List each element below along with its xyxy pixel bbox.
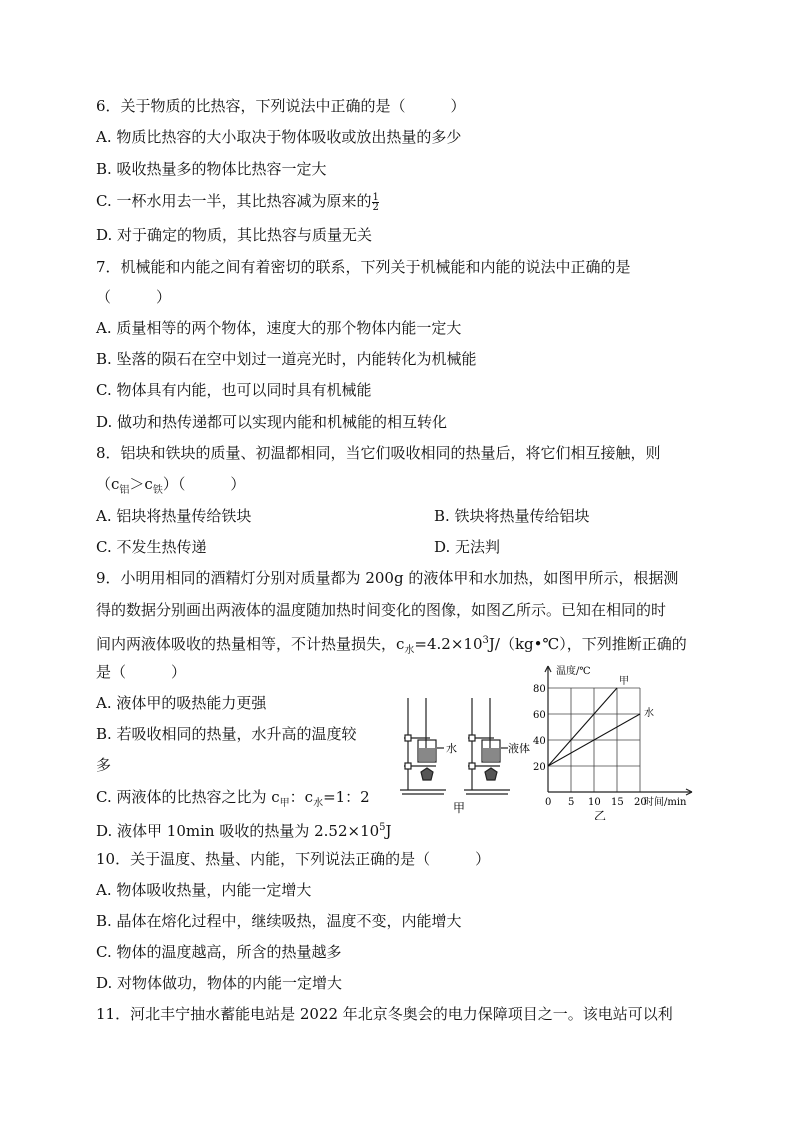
q9-option-a: A. 液体甲的吸热能力更强 (96, 694, 267, 712)
q7-stem: 7．机械能和内能之间有着密切的联系，下列关于机械能和内能的说法中正确的是 (96, 258, 631, 276)
q6-stem: 6．关于物质的比热容，下列说法中正确的是（ ） (96, 97, 466, 115)
q9-option-d: D. 液体甲 10min 吸收的热量为 $2.52\times 10^5J$ (96, 822, 392, 840)
apparatus-figure (396, 690, 530, 816)
chart-x-label: 时间/min (644, 797, 687, 808)
q10-option-b: B. 晶体在熔化过程中，继续吸热，温度不变，内能增大 (96, 912, 462, 930)
y-tick-label: 40 (533, 736, 546, 747)
q6-option-b: B. 吸收热量多的物体比热容一定大 (96, 160, 327, 178)
q7-option-b: B. 坠落的陨石在空中划过一道亮光时，内能转化为机械能 (96, 350, 477, 368)
q9-option-b-cont: 多 (96, 756, 112, 774)
q9-stem-line3: 间内两液体吸收的热量相等，不计热量损失，$c_水=4.2\times 10^3J/(kg•℃)$，下列推断正确的 (96, 635, 687, 656)
series-label: 甲 (619, 676, 629, 687)
q8-option-d: D. 无法判 (434, 538, 501, 556)
q8-condition: $(c_铝>c_铁)$（ ） (96, 475, 246, 496)
x-tick-label: 15 (611, 797, 624, 808)
q9-stem-line1: 9．小明用相同的酒精灯分别对质量都为 200g 的液体甲和水加热，如图甲所示，根据测 (96, 569, 679, 587)
q8-option-b: B. 铁块将热量传给铝块 (434, 507, 590, 525)
q6-option-c-text: C. 一杯水用去一半，其比热容减为原来的 (96, 192, 372, 210)
q11-stem: 11．河北丰宁抽水蓄能电站是 2022 年北京冬奥会的电力保障项目之一。该电站可以利 (96, 1005, 673, 1023)
q7-option-d: D. 做功和热传递都可以实现内能和机械能的相互转化 (96, 413, 448, 431)
series-line-1 (548, 688, 617, 766)
fraction-one-half: $\frac{1}{2}$ (372, 191, 379, 213)
q9-option-b: B. 若吸收相同的热量，水升高的温度较 (96, 725, 357, 743)
q7-option-a: A. 质量相等的两个物体，速度大的那个物体内能一定大 (96, 319, 462, 337)
chart-y-label: 温度/℃ (556, 666, 591, 677)
x-tick-label: 10 (588, 797, 601, 808)
temperature-time-chart (520, 660, 700, 820)
q10-option-d: D. 对物体做功，物体的内能一定增大 (96, 974, 343, 992)
q10-option-a: A. 物体吸收热量，内能一定增大 (96, 881, 312, 899)
q10-option-c: C. 物体的温度越高，所含的热量越多 (96, 943, 342, 961)
y-tick-label: 60 (533, 710, 546, 721)
q8-option-c: C. 不发生热传递 (96, 538, 207, 556)
q7-stem-blank: （ ） (96, 288, 172, 306)
figure-caption-yi: 乙 (594, 809, 607, 820)
x-tick-label: 5 (568, 797, 575, 808)
x-tick-label: 20 (634, 797, 647, 808)
q9-stem-line2: 得的数据分别画出两液体的温度随加热时间变化的图像，如图乙所示。已知在相同的时 (96, 601, 667, 619)
q9-option-c: C. 两液体的比热容之比为 $c_甲$：$c_水=1$：2 (96, 788, 370, 809)
series-label: 水 (644, 708, 654, 719)
q10-stem: 10．关于温度、热量、内能，下列说法正确的是（ ） (96, 850, 491, 868)
q8-option-a: A. 铝块将热量传给铁块 (96, 507, 252, 525)
q6-option-a: A. 物质比热容的大小取决于物体吸收或放出热量的多少 (96, 128, 462, 146)
x-tick-label: 0 (545, 797, 552, 808)
label-water: 水 (446, 742, 457, 755)
q7-option-c: C. 物体具有内能，也可以同时具有机械能 (96, 381, 372, 399)
q6-option-c (96, 191, 379, 212)
y-tick-label: 80 (533, 684, 546, 695)
q9-stem-line4: 是（ ） (96, 663, 187, 681)
figure-caption-jia: 甲 (453, 801, 466, 815)
q6-option-d: D. 对于确定的物质，其比热容与质量无关 (96, 226, 373, 244)
label-liquid: 液体 (508, 742, 530, 755)
y-tick-label: 20 (533, 762, 546, 773)
q8-stem: 8．铝块和铁块的质量、初温都相同，当它们吸收相同的热量后，将它们相互接触，则 (96, 444, 661, 462)
